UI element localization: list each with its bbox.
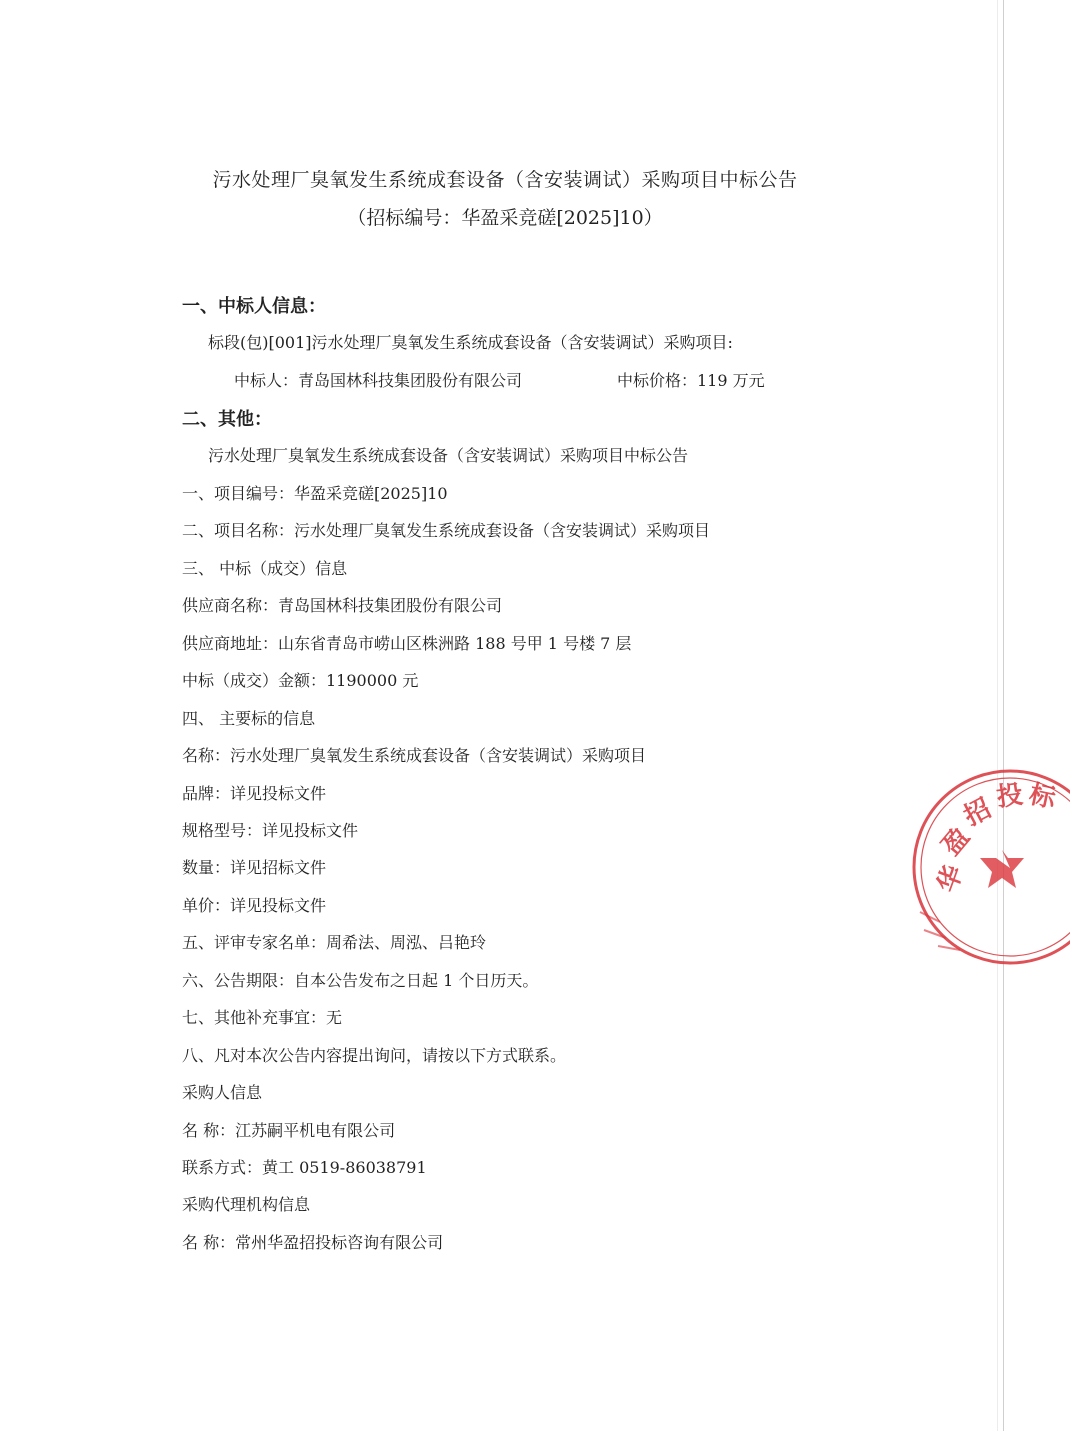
body-line: 六、公告期限：自本公告发布之日起 1 个日历天。 bbox=[182, 971, 539, 990]
body-line: 名 称：常州华盈招投标咨询有限公司 bbox=[182, 1233, 444, 1252]
company-seal-stamp bbox=[910, 762, 1070, 972]
body-line: 数量：详见招标文件 bbox=[182, 858, 327, 877]
body-line: 供应商名称：青岛国林科技集团股份有限公司 bbox=[182, 596, 503, 615]
body-line: 名称：污水处理厂臭氧发生系统成套设备（含安装调试）采购项目 bbox=[182, 746, 647, 765]
body-line: 品牌：详见投标文件 bbox=[182, 784, 327, 803]
body-line: 二、项目名称：污水处理厂臭氧发生系统成套设备（含安装调试）采购项目 bbox=[182, 521, 711, 540]
winner-line: 中标人：青岛国林科技集团股份有限公司 bbox=[234, 371, 523, 390]
body-line: 采购人信息 bbox=[182, 1083, 263, 1102]
body-line: 一、项目编号：华盈采竞磋[2025]10 bbox=[182, 484, 448, 503]
body-line: 联系方式：黄工 0519-86038791 bbox=[182, 1158, 427, 1177]
body-line: 四、 主要标的信息 bbox=[182, 709, 316, 728]
price-line: 中标价格：119 万元 bbox=[617, 371, 765, 390]
body-line: 规格型号：详见投标文件 bbox=[182, 821, 359, 840]
body-line: 中标（成交）金额：1190000 元 bbox=[182, 671, 419, 690]
svg-text:投: 投 bbox=[994, 779, 1025, 813]
lot-line: 标段(包)[001]污水处理厂臭氧发生系统成套设备（含安装调试）采购项目: bbox=[208, 333, 733, 352]
section-heading-winner: 一、中标人信息： bbox=[182, 296, 326, 317]
notice-subtitle: 污水处理厂臭氧发生系统成套设备（含安装调试）采购项目中标公告 bbox=[208, 446, 689, 465]
body-line: 八、凡对本次公告内容提出询问，请按以下方式联系。 bbox=[182, 1046, 567, 1065]
body-line: 名 称：江苏嗣平机电有限公司 bbox=[182, 1121, 396, 1140]
body-line: 五、评审专家名单：周希法、周泓、吕艳玲 bbox=[182, 933, 487, 952]
body-line: 七、其他补充事宜：无 bbox=[182, 1008, 343, 1027]
body-line: 采购代理机构信息 bbox=[182, 1195, 311, 1214]
tender-number: （招标编号：华盈采竞磋[2025]10） bbox=[347, 207, 663, 229]
svg-text:华: 华 bbox=[932, 861, 970, 897]
body-line: 供应商地址：山东省青岛市崂山区株洲路 188 号甲 1 号楼 7 层 bbox=[182, 634, 632, 653]
section-heading-other: 二、其他： bbox=[182, 409, 272, 430]
body-line: 单价：详见投标文件 bbox=[182, 896, 327, 915]
svg-text:招: 招 bbox=[959, 793, 997, 833]
body-line: 三、 中标（成交）信息 bbox=[182, 559, 348, 578]
svg-text:标: 标 bbox=[1026, 779, 1059, 815]
svg-text:盈: 盈 bbox=[936, 822, 977, 862]
document-title: 污水处理厂臭氧发生系统成套设备（含安装调试）采购项目中标公告 bbox=[212, 169, 798, 191]
